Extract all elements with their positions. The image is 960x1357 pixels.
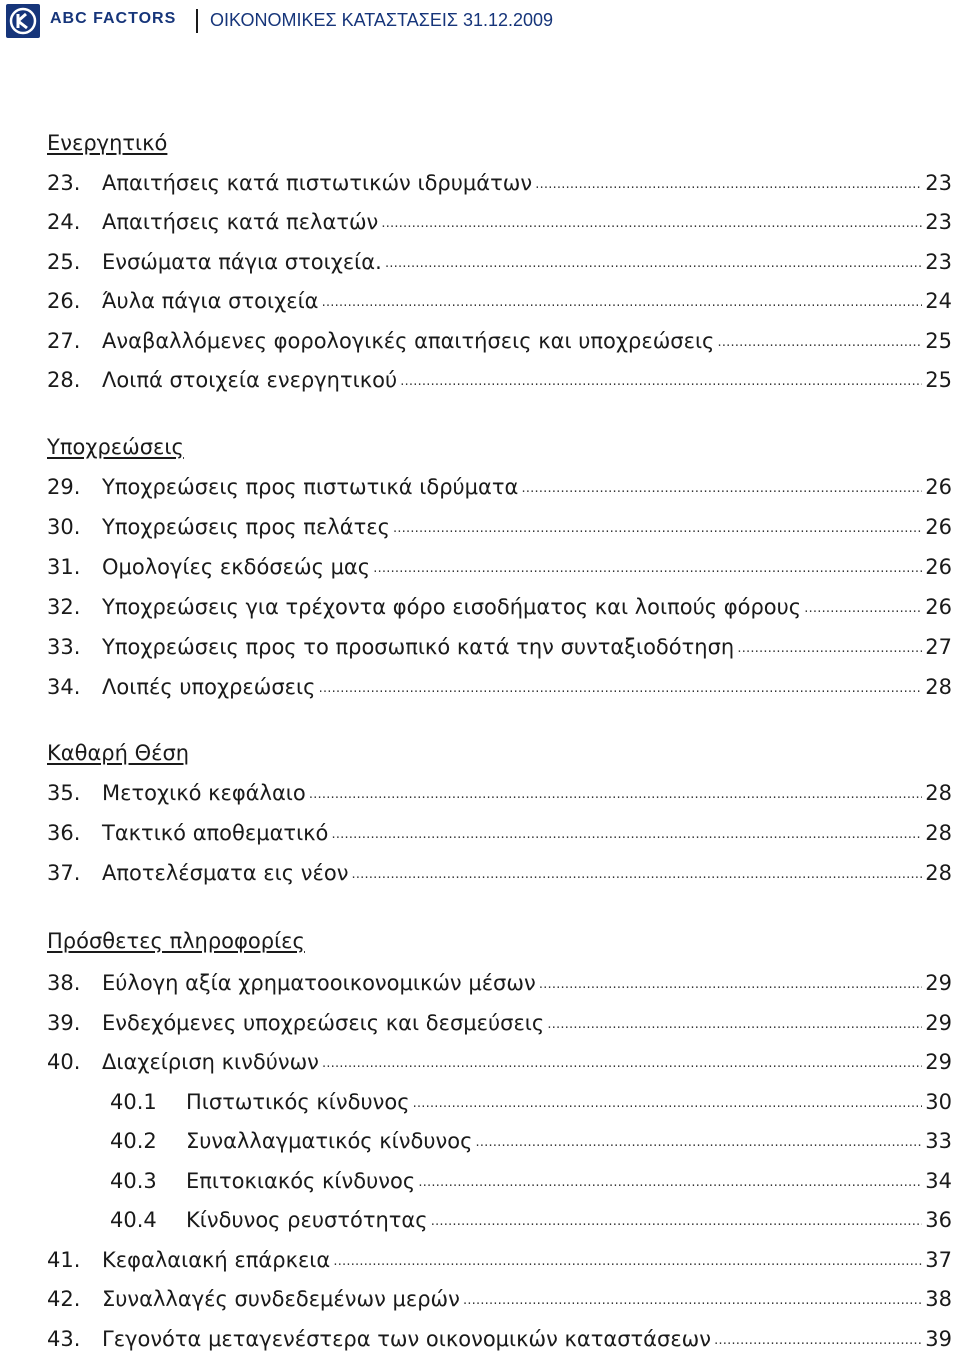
entry-number: 35. xyxy=(47,781,81,805)
dot-leader xyxy=(714,1327,922,1351)
dot-leader xyxy=(475,1129,922,1153)
entry-page: 39 xyxy=(925,1327,952,1351)
entry-number: 40.2 xyxy=(110,1129,157,1153)
entry-title: Κίνδυνος ρευστότητας xyxy=(186,1208,428,1232)
dot-leader xyxy=(539,971,923,995)
toc-entry[interactable] xyxy=(0,675,960,705)
dot-leader xyxy=(322,289,923,313)
toc-entry[interactable] xyxy=(0,635,960,665)
entry-page: 38 xyxy=(925,1287,952,1311)
entry-number: 42. xyxy=(47,1287,81,1311)
section-heading-equity: Καθαρή Θέση xyxy=(47,741,190,765)
entry-title: Ενδεχόμενες υποχρεώσεις και δεσμεύσεις xyxy=(102,1011,545,1035)
entry-title: Πιστωτικός κίνδυνος xyxy=(186,1090,410,1114)
dot-leader xyxy=(737,635,922,659)
toc-entry[interactable] xyxy=(0,515,960,545)
toc-entry[interactable] xyxy=(0,250,960,280)
dot-leader xyxy=(463,1287,922,1311)
entry-number: 41. xyxy=(47,1248,81,1272)
entry-number: 38. xyxy=(47,971,81,995)
toc-entry[interactable] xyxy=(0,1011,960,1041)
dot-leader xyxy=(331,821,922,845)
entry-number: 27. xyxy=(47,329,81,353)
entry-title: Απαιτήσεις κατά πελατών xyxy=(102,210,379,234)
toc-subentry[interactable] xyxy=(0,1208,960,1238)
toc-entry[interactable] xyxy=(0,971,960,1001)
toc-entry[interactable] xyxy=(0,595,960,625)
section-heading-additional: Πρόσθετες πληροφορίες xyxy=(47,929,305,953)
entry-page: 29 xyxy=(925,1011,952,1035)
entry-title: Λοιπά στοιχεία ενεργητικού xyxy=(102,368,398,392)
entry-page: 23 xyxy=(925,210,952,234)
entry-title: Τακτικό αποθεματικό xyxy=(102,821,329,845)
toc-entry[interactable] xyxy=(0,1050,960,1080)
entry-number: 31. xyxy=(47,555,81,579)
dot-leader xyxy=(373,555,922,579)
toc-entry[interactable] xyxy=(0,210,960,240)
dot-leader xyxy=(431,1208,923,1232)
toc-entry[interactable] xyxy=(0,1287,960,1317)
entry-number: 40. xyxy=(47,1050,81,1074)
entry-page: 23 xyxy=(925,171,952,195)
toc-entry[interactable] xyxy=(0,555,960,585)
toc-entry[interactable] xyxy=(0,1248,960,1278)
entry-number: 26. xyxy=(47,289,81,313)
entry-number: 25. xyxy=(47,250,81,274)
toc-entry[interactable] xyxy=(0,289,960,319)
dot-leader xyxy=(333,1248,922,1272)
toc-subentry[interactable] xyxy=(0,1129,960,1159)
dot-leader xyxy=(385,250,922,274)
entry-title: Ομολογίες εκδόσεώς μας xyxy=(102,555,371,579)
entry-page: 25 xyxy=(925,368,952,392)
entry-page: 28 xyxy=(925,821,952,845)
toc-entry[interactable] xyxy=(0,171,960,201)
entry-title: Γεγονότα μεταγενέστερα των οικονομικών καταστάσεων xyxy=(102,1327,711,1351)
toc-entry[interactable] xyxy=(0,475,960,505)
entry-number: 32. xyxy=(47,595,81,619)
entry-page: 23 xyxy=(925,250,952,274)
entry-title: Μετοχικό κεφάλαιο xyxy=(102,781,306,805)
dot-leader xyxy=(400,368,922,392)
entry-number: 39. xyxy=(47,1011,81,1035)
dot-leader xyxy=(322,1050,922,1074)
toc-subentry[interactable] xyxy=(0,1090,960,1120)
toc-subentry[interactable] xyxy=(0,1169,960,1199)
entry-title: Κεφαλαιακή επάρκεια xyxy=(102,1248,331,1272)
dot-leader xyxy=(418,1169,922,1193)
entry-page: 24 xyxy=(925,289,952,313)
entry-number: 23. xyxy=(47,171,81,195)
entry-number: 37. xyxy=(47,861,81,885)
entry-number: 43. xyxy=(47,1327,81,1351)
entry-number: 40.1 xyxy=(110,1090,157,1114)
entry-page: 36 xyxy=(925,1208,952,1232)
entry-number: 30. xyxy=(47,515,81,539)
toc-entry[interactable] xyxy=(0,781,960,811)
entry-page: 25 xyxy=(925,329,952,353)
entry-number: 28. xyxy=(47,368,81,392)
entry-number: 33. xyxy=(47,635,81,659)
toc-entry[interactable] xyxy=(0,861,960,891)
entry-page: 26 xyxy=(925,515,952,539)
entry-number: 34. xyxy=(47,675,81,699)
brand-name: ABC FACTORS xyxy=(50,10,177,27)
entry-title: Εύλογη αξία χρηματοοικονομικών μέσων xyxy=(102,971,536,995)
entry-page: 26 xyxy=(925,555,952,579)
entry-title: Υποχρεώσεις προς πελάτες xyxy=(102,515,390,539)
toc-entry[interactable] xyxy=(0,821,960,851)
toc-entry[interactable] xyxy=(0,1327,960,1357)
entry-number: 29. xyxy=(47,475,81,499)
toc-entry[interactable] xyxy=(0,368,960,398)
dot-leader xyxy=(318,675,922,699)
entry-title: Αναβαλλόμενες φορολογικές απαιτήσεις και υποχρεώσεις xyxy=(102,329,715,353)
entry-page: 26 xyxy=(925,475,952,499)
entry-number: 40.3 xyxy=(110,1169,157,1193)
dot-leader xyxy=(521,475,922,499)
entry-page: 27 xyxy=(925,635,952,659)
entry-title: Υποχρεώσεις για τρέχοντα φόρο εισοδήματος και λοιπούς φόρους xyxy=(102,595,802,619)
section-heading-assets: Ενεργητικό xyxy=(47,131,168,155)
entry-page: 30 xyxy=(925,1090,952,1114)
entry-page: 33 xyxy=(925,1129,952,1153)
dot-leader xyxy=(717,329,922,353)
dot-leader xyxy=(804,595,922,619)
section-heading-liabilities: Υποχρεώσεις xyxy=(47,435,184,459)
entry-number: 24. xyxy=(47,210,81,234)
dot-leader xyxy=(413,1090,923,1114)
dot-leader xyxy=(547,1011,922,1035)
entry-page: 29 xyxy=(925,971,952,995)
dot-leader xyxy=(393,515,922,539)
toc-entry[interactable] xyxy=(0,329,960,359)
entry-page: 28 xyxy=(925,781,952,805)
entry-title: Ενσώματα πάγια στοιχεία. xyxy=(102,250,382,274)
entry-title: Συναλλαγές συνδεδεμένων μερών xyxy=(102,1287,460,1311)
entry-number: 40.4 xyxy=(110,1208,157,1232)
entry-title: Διαχείριση κινδύνων xyxy=(102,1050,319,1074)
entry-title: Άυλα πάγια στοιχεία xyxy=(102,289,319,313)
entry-page: 28 xyxy=(925,861,952,885)
dot-leader xyxy=(381,210,922,234)
document-title: ΟΙΚΟΝΟΜΙΚΕΣ ΚΑΤΑΣΤΑΣΕΙΣ 31.12.2009 xyxy=(210,10,554,30)
entry-page: 26 xyxy=(925,595,952,619)
entry-page: 34 xyxy=(925,1169,952,1193)
entry-title: Λοιπές υποχρεώσεις xyxy=(102,675,316,699)
dot-leader xyxy=(535,171,922,195)
entry-title: Υποχρεώσεις προς το προσωπικό κατά την συνταξιοδότηση xyxy=(102,635,735,659)
entry-number: 36. xyxy=(47,821,81,845)
entry-title: Αποτελέσματα εις νέον xyxy=(102,861,349,885)
entry-page: 28 xyxy=(925,675,952,699)
entry-page: 37 xyxy=(925,1248,952,1272)
entry-page: 29 xyxy=(925,1050,952,1074)
dot-leader xyxy=(309,781,923,805)
dot-leader xyxy=(351,861,922,885)
entry-title: Υποχρεώσεις προς πιστωτικά ιδρύματα xyxy=(102,475,519,499)
entry-title: Απαιτήσεις κατά πιστωτικών ιδρυμάτων xyxy=(102,171,533,195)
entry-title: Συναλλαγματικός κίνδυνος xyxy=(186,1129,473,1153)
entry-title: Επιτοκιακός κίνδυνος xyxy=(186,1169,416,1193)
